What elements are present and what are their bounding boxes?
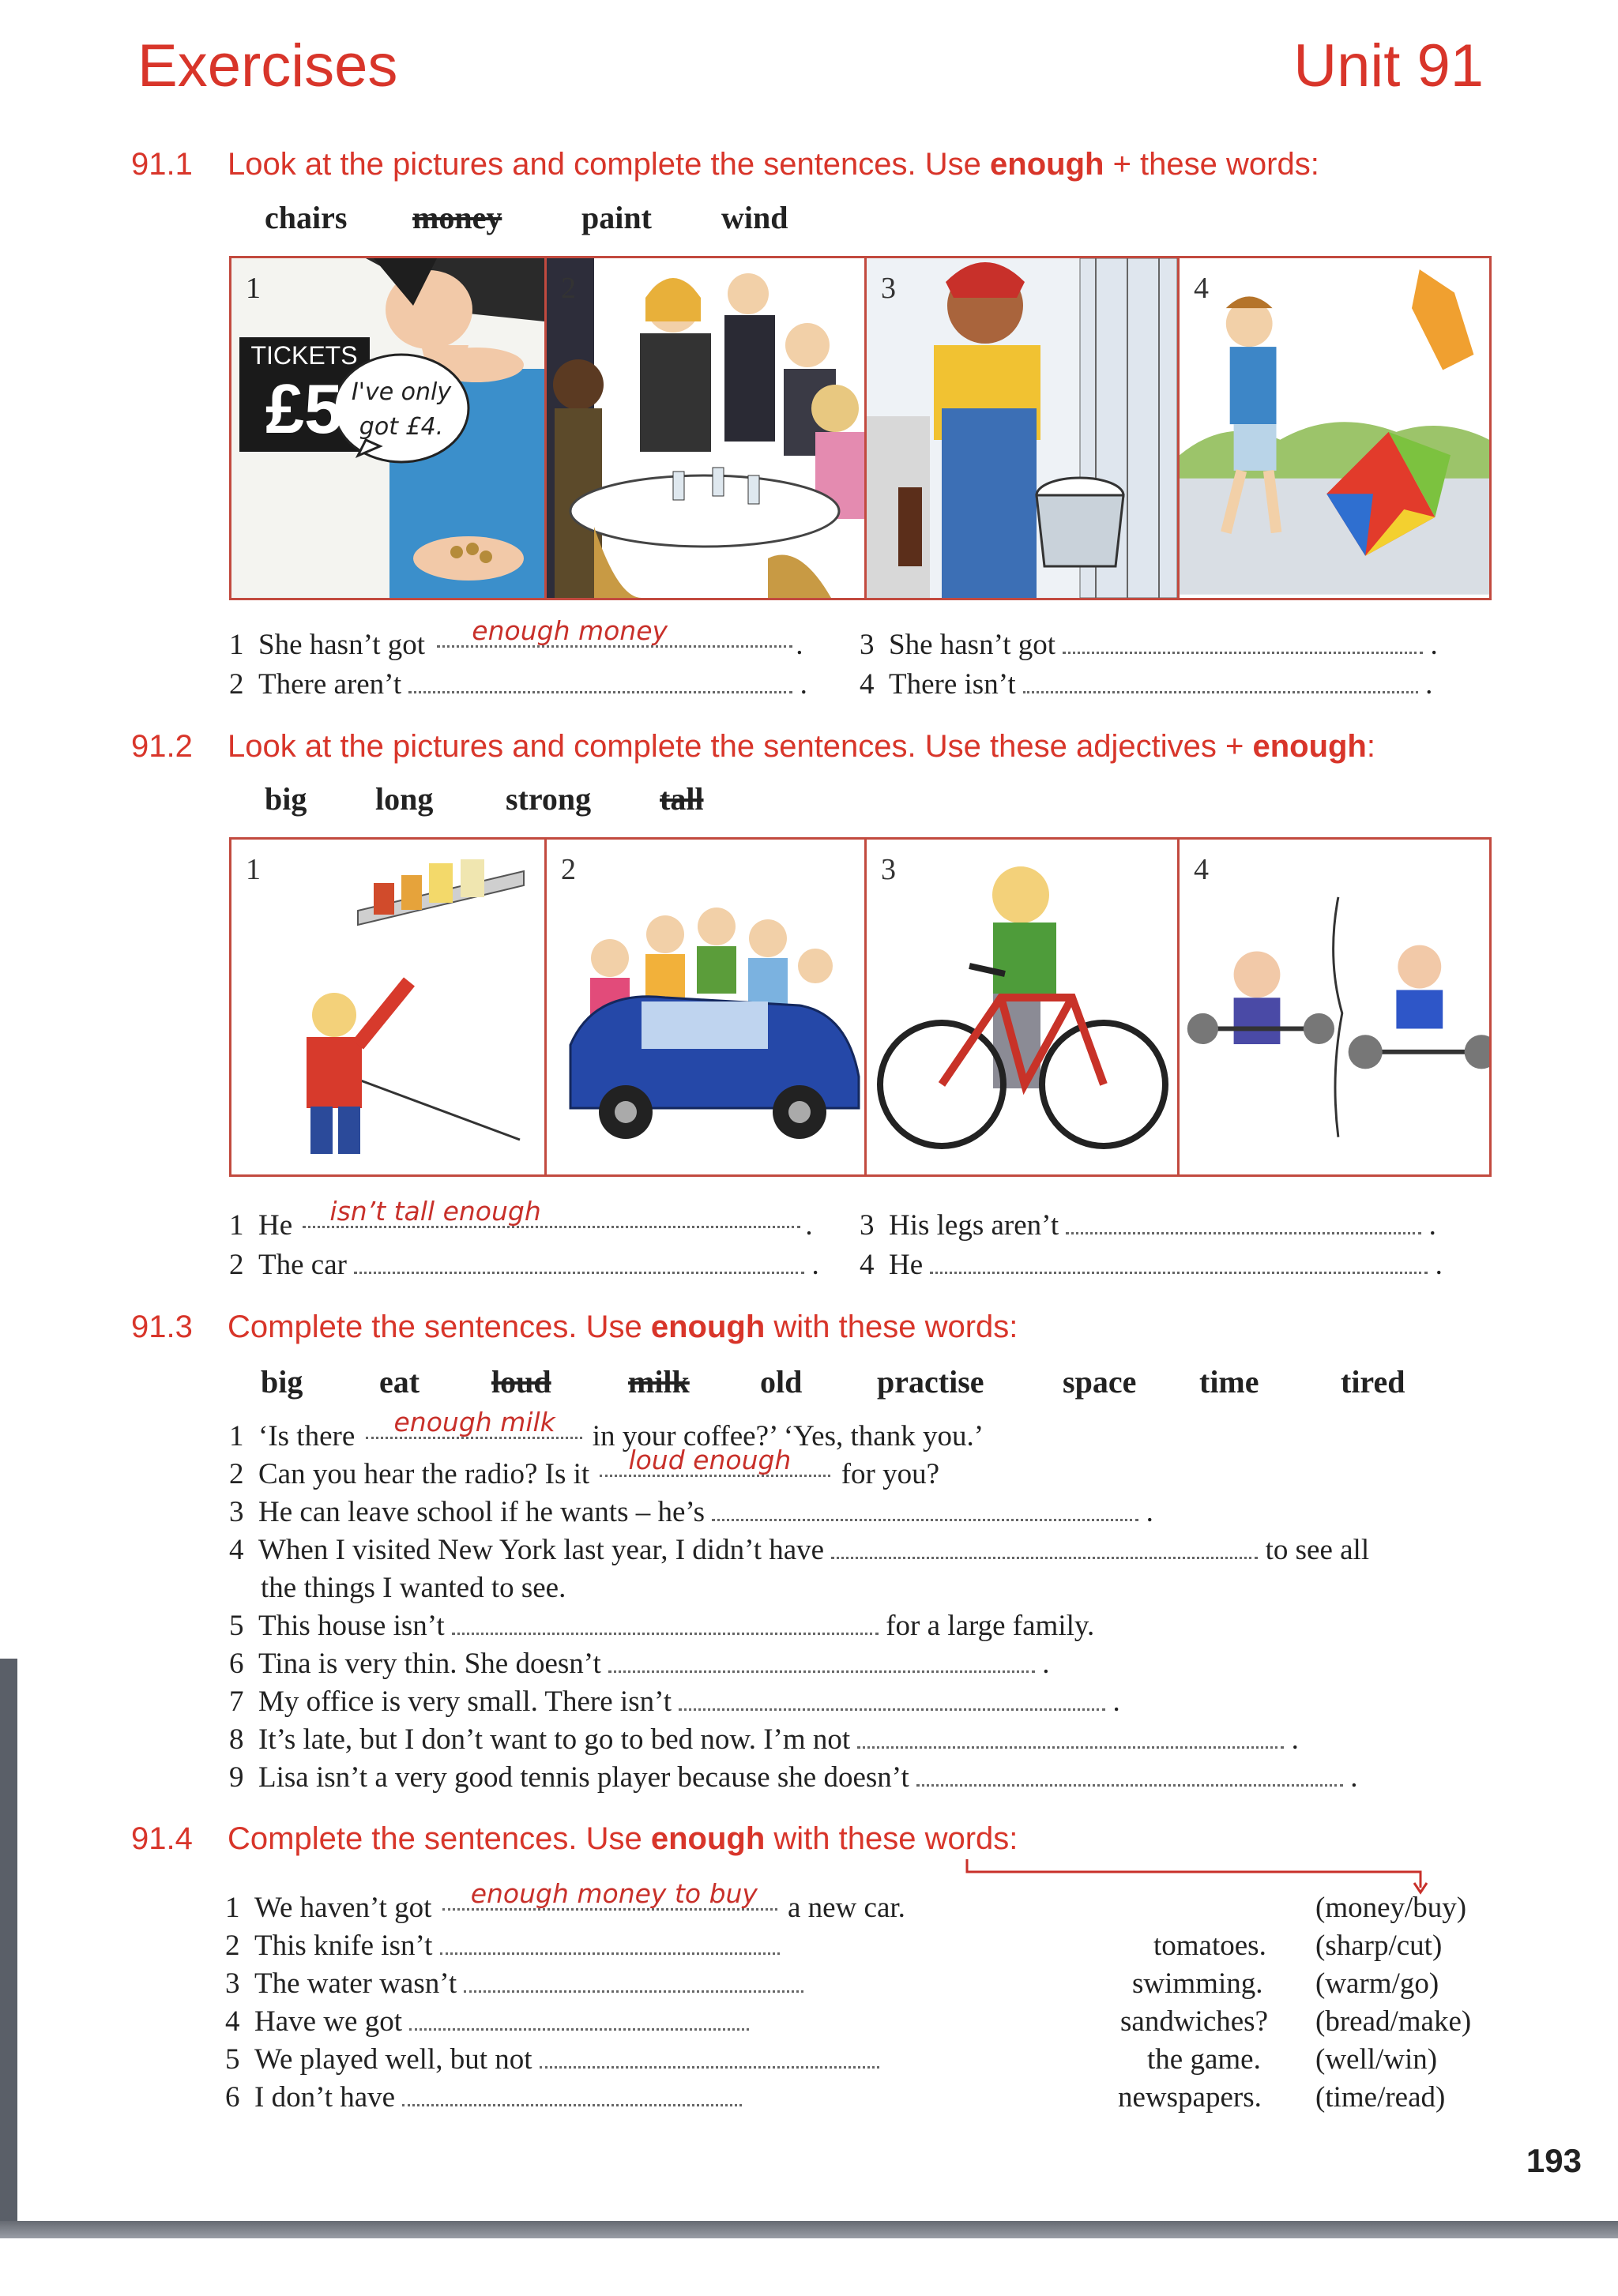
crowded-small-car-illustration	[547, 840, 864, 1174]
page-title: Exercises	[137, 32, 398, 100]
boy-on-big-bicycle-illustration	[867, 840, 1177, 1174]
picture-strip-91-2	[229, 837, 1492, 1177]
ex4-sentence-4: 4 Have we got sandwiches? (bread/make)	[225, 2005, 1472, 2038]
weightlifter-failing-illustration	[1180, 840, 1489, 1174]
answer-blank[interactable]	[409, 2027, 749, 2031]
speech-bubble-text: I've only got £4.	[351, 378, 452, 441]
ex2-sentence-4: 4 He .	[860, 1249, 1443, 1281]
picture-panel-2: 2	[547, 840, 867, 1174]
exercise-91-3-title: 91.3 Complete the sentences. Use enough with these words:	[131, 1310, 1018, 1344]
exercise-91-2-title: 91.2 Look at the pictures and complete the sentences. Use these adjectives + enough:	[131, 729, 1375, 764]
word-tall-used: tall	[660, 781, 704, 817]
word-money-used: money	[412, 200, 502, 235]
answer-blank[interactable]	[354, 1271, 804, 1274]
answer-blank[interactable]	[408, 690, 792, 693]
exercise-number: 91.1	[131, 147, 193, 182]
ex3-sentence-4-continued: the things I wanted to see.	[261, 1572, 566, 1604]
word-practise: practise	[877, 1364, 984, 1400]
answer-text: enough money to buy	[470, 1878, 758, 1909]
answer-blank[interactable]	[540, 2065, 879, 2069]
word-big: big	[265, 781, 307, 817]
answer-blank[interactable]	[464, 1990, 803, 1993]
exercise-91-4-title: 91.4 Complete the sentences. Use enough with these words:	[131, 1821, 1018, 1856]
hint-words: (sharp/cut)	[1315, 1930, 1443, 1962]
hint-words: (time/read)	[1315, 2081, 1446, 2114]
word-wind: wind	[721, 200, 788, 235]
ex3-sentence-8: 8 It’s late, but I don’t want to go to bed now. I’m not .	[229, 1723, 1299, 1756]
unit-label: Unit 91	[1293, 32, 1484, 100]
word-space: space	[1063, 1364, 1137, 1400]
answer-blank[interactable]	[679, 1708, 1105, 1711]
word-eat: eat	[379, 1364, 420, 1400]
answer-text: loud enough	[628, 1445, 792, 1475]
answer-text: isn’t tall enough	[329, 1196, 541, 1227]
scan-edge-left	[0, 1659, 17, 2227]
ex3-sentence-2: 2 Can you hear the radio? Is it loud enough for you?	[229, 1445, 940, 1490]
tickets-sign-label: TICKETS	[250, 341, 358, 370]
answer-blank[interactable]	[831, 1556, 1258, 1559]
word-long: long	[375, 781, 434, 817]
word-loud-used: loud	[491, 1364, 551, 1400]
ex4-sentence-6: 6 I don’t have newspapers. (time/read)	[225, 2081, 1446, 2114]
word-big: big	[261, 1364, 303, 1400]
word-chairs: chairs	[265, 200, 348, 235]
ex4-sentence-1: 1 We haven’t got enough money to buy a new car. (money/buy)	[225, 1878, 1467, 1924]
hint-words: (money/buy)	[1315, 1892, 1467, 1924]
answer-blank[interactable]	[440, 1952, 780, 1955]
answer-blank[interactable]	[916, 1783, 1343, 1787]
answer-blank[interactable]	[930, 1271, 1428, 1274]
boy-with-kite-no-wind-illustration	[1180, 258, 1489, 598]
answer-text: enough money	[472, 615, 668, 646]
word-bank-91-2	[0, 780, 790, 820]
answer-blank[interactable]	[1023, 690, 1418, 693]
ex2-sentence-1: 1 He isn’t tall enough .	[229, 1196, 813, 1242]
ex3-sentence-3: 3 He can leave school if he wants – he’s .	[229, 1496, 1153, 1528]
picture-panel-1: 1	[231, 840, 547, 1174]
answer-blank[interactable]	[608, 1670, 1035, 1673]
word-paint: paint	[581, 200, 652, 235]
ex3-sentence-6: 6 Tina is very thin. She doesn’t .	[229, 1648, 1050, 1680]
exercise-number: 91.2	[131, 729, 193, 764]
answer-blank[interactable]	[452, 1632, 879, 1635]
word-tired: tired	[1341, 1364, 1405, 1400]
scan-edge-bottom	[0, 2221, 1618, 2238]
ex4-sentence-3: 3 The water wasn’t swimming. (warm/go)	[225, 1967, 1439, 2000]
ex3-sentence-7: 7 My office is very small. There isn’t .	[229, 1685, 1120, 1718]
ex3-sentence-4: 4 When I visited New York last year, I didn’t have to see all	[229, 1534, 1370, 1566]
hint-words: (warm/go)	[1315, 1967, 1439, 2000]
answer-blank[interactable]	[1063, 651, 1423, 654]
meeting-too-few-chairs-illustration	[547, 258, 864, 598]
ex4-sentence-5: 5 We played well, but not the game. (well/win)	[225, 2043, 1438, 2076]
picture-panel-3: 3	[867, 258, 1180, 598]
ex2-sentence-3: 3 His legs aren’t .	[860, 1209, 1436, 1242]
word-bank-91-1	[0, 199, 869, 239]
picture-panel-2: 2	[547, 258, 867, 598]
ex1-sentence-2: 2 There aren’t .	[229, 668, 807, 701]
ex3-sentence-5: 5 This house isn’t for a large family.	[229, 1610, 1095, 1642]
answer-blank[interactable]	[712, 1518, 1138, 1521]
picture-panel-4: 4	[1180, 840, 1489, 1174]
boy-reaching-shelf-illustration	[231, 840, 544, 1174]
picture-panel-3: 3	[867, 840, 1180, 1174]
ex2-sentence-2: 2 The car .	[229, 1249, 819, 1281]
exercise-number: 91.3	[131, 1310, 193, 1344]
picture-panel-4: 4	[1180, 258, 1489, 598]
ex1-sentence-4: 4 There isn’t .	[860, 668, 1433, 701]
word-bank-91-3	[0, 1363, 1580, 1403]
ex4-sentence-2: 2 This knife isn’t tomatoes. (sharp/cut)	[225, 1930, 1443, 1962]
word-milk-used: milk	[628, 1364, 690, 1400]
picture-strip-91-1	[229, 256, 1492, 600]
exercise-91-1-title: 91.1 Look at the pictures and complete the sentences. Use enough + these words:	[131, 147, 1319, 182]
ex3-sentence-1: 1 ‘Is there enough milk in your coffee?’ ‘Yes, thank you.’	[229, 1407, 984, 1452]
ex1-sentence-3: 3 She hasn’t got .	[860, 629, 1438, 661]
word-time: time	[1199, 1364, 1259, 1400]
word-old: old	[760, 1364, 803, 1400]
picture-panel-1: 1 TICKETS £5 I've only got £4.	[231, 258, 547, 598]
answer-blank[interactable]	[1066, 1231, 1421, 1234]
exercise-number: 91.4	[131, 1821, 193, 1856]
bracket-arrow-annotation	[964, 1856, 1438, 1896]
tickets-sign-price: £5	[265, 370, 343, 448]
painter-empty-paint-tin-illustration	[867, 258, 1177, 598]
ex3-sentence-9: 9 Lisa isn’t a very good tennis player because she doesn’t .	[229, 1761, 1358, 1794]
answer-blank[interactable]	[857, 1745, 1284, 1749]
answer-blank[interactable]	[402, 2103, 742, 2106]
answer-text: enough milk	[393, 1407, 555, 1437]
ex1-sentence-1: 1 She hasn’t got enough money .	[229, 615, 803, 661]
word-strong: strong	[506, 781, 592, 817]
page-number: 193	[1526, 2142, 1582, 2179]
hint-words: (bread/make)	[1315, 2005, 1472, 2038]
hint-words: (well/win)	[1315, 2043, 1438, 2076]
